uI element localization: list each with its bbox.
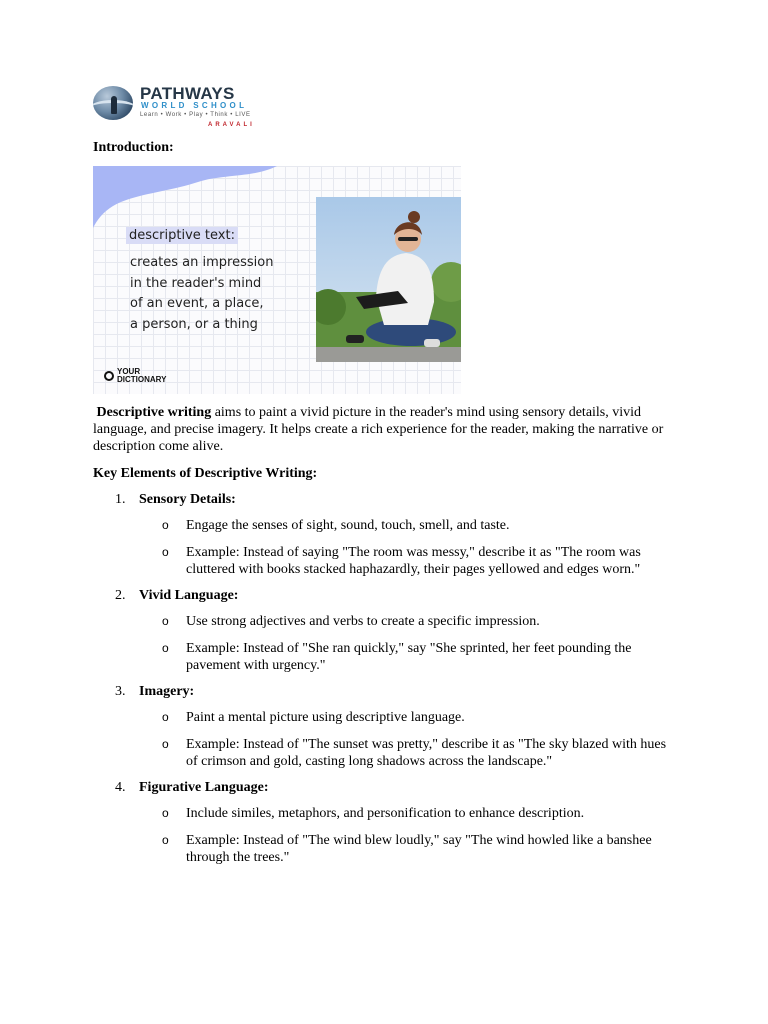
- logo-campus: ARAVALI: [208, 122, 255, 128]
- bullet-icon: o: [162, 641, 169, 655]
- item-title: Figurative Language:: [139, 780, 269, 795]
- infographic-line: of an event, a place,: [130, 296, 264, 311]
- infographic-label: descriptive text:: [126, 227, 238, 244]
- document-page: [93, 84, 678, 875]
- sub-point: o Include similes, metaphors, and personification to enhance description.: [93, 805, 678, 822]
- bullet-icon: o: [162, 806, 169, 820]
- list-item: [93, 779, 678, 866]
- sub-point: o Example: Instead of "The sunset was pretty," describe it as "The sky blazed with hues of crimson and gold, casting long shadows across the landscape.": [93, 736, 678, 770]
- intro-paragraph-bold: Descriptive writing: [96, 405, 212, 420]
- infographic-line: in the reader's mind: [130, 275, 262, 291]
- item-title: Imagery:: [139, 684, 195, 699]
- sub-point: o Use strong adjectives and verbs to create a specific impression.: [93, 613, 678, 630]
- student-writing-photo: [316, 197, 461, 362]
- globe-logo-icon: [93, 86, 133, 120]
- list-item: [93, 587, 678, 674]
- yourdictionary-brand: [104, 368, 166, 384]
- school-logo: [93, 84, 273, 132]
- infographic-line: a person, or a thing: [130, 316, 258, 332]
- bullet-icon: o: [162, 545, 169, 559]
- item-number: 2.: [115, 588, 126, 603]
- logo-subtitle: WORLD SCHOOL: [141, 101, 248, 110]
- infographic-line: creates an impression: [130, 255, 274, 270]
- logo-name: PATHWAYS: [140, 84, 235, 103]
- brand-ring-icon: [104, 371, 114, 381]
- bullet-icon: o: [162, 833, 169, 847]
- sub-point: o Example: Instead of saying "The room was messy," describe it as "The room was cluttered with books stacked haphazardly, their pages yellowed and edges worn.": [93, 544, 678, 578]
- list-item: [93, 491, 678, 578]
- intro-heading: Introduction:: [93, 140, 174, 155]
- bullet-icon: o: [162, 710, 169, 724]
- infographic-body: [130, 253, 310, 335]
- bullet-icon: o: [162, 737, 169, 751]
- bullet-icon: o: [162, 518, 169, 532]
- item-number: 1.: [115, 492, 126, 507]
- brand-line1: YOUR: [117, 367, 141, 376]
- descriptive-text-infographic: [93, 166, 461, 394]
- sub-point: o Paint a mental picture using descriptive language.: [93, 709, 678, 726]
- intro-paragraph-text: aims to paint a vivid picture in the reader's mind using sensory details, vivid language, and precise imagery. It helps create a rich experience for the reader, making the narrative or description come alive.: [93, 405, 664, 454]
- key-elements-heading: Key Elements of Descriptive Writing:: [93, 466, 318, 481]
- sub-point: o Example: Instead of "The wind blew loudly," say "The wind howled like a banshee through the trees.": [93, 832, 678, 866]
- intro-paragraph: [93, 404, 678, 455]
- key-elements-list: [93, 491, 678, 866]
- item-number: 3.: [115, 684, 126, 699]
- sub-point: o Engage the senses of sight, sound, touch, smell, and taste.: [93, 517, 678, 534]
- list-item: [93, 683, 678, 770]
- brand-line2: DICTIONARY: [117, 375, 167, 384]
- item-title: Sensory Details:: [139, 492, 236, 507]
- logo-tagline: Learn • Work • Play • Think • LIVE: [140, 112, 251, 118]
- bullet-icon: o: [162, 614, 169, 628]
- sub-point: o Example: Instead of "She ran quickly," say "She sprinted, her feet pounding the pavement with urgency.": [93, 640, 678, 674]
- item-number: 4.: [115, 780, 126, 795]
- item-title: Vivid Language:: [139, 588, 239, 603]
